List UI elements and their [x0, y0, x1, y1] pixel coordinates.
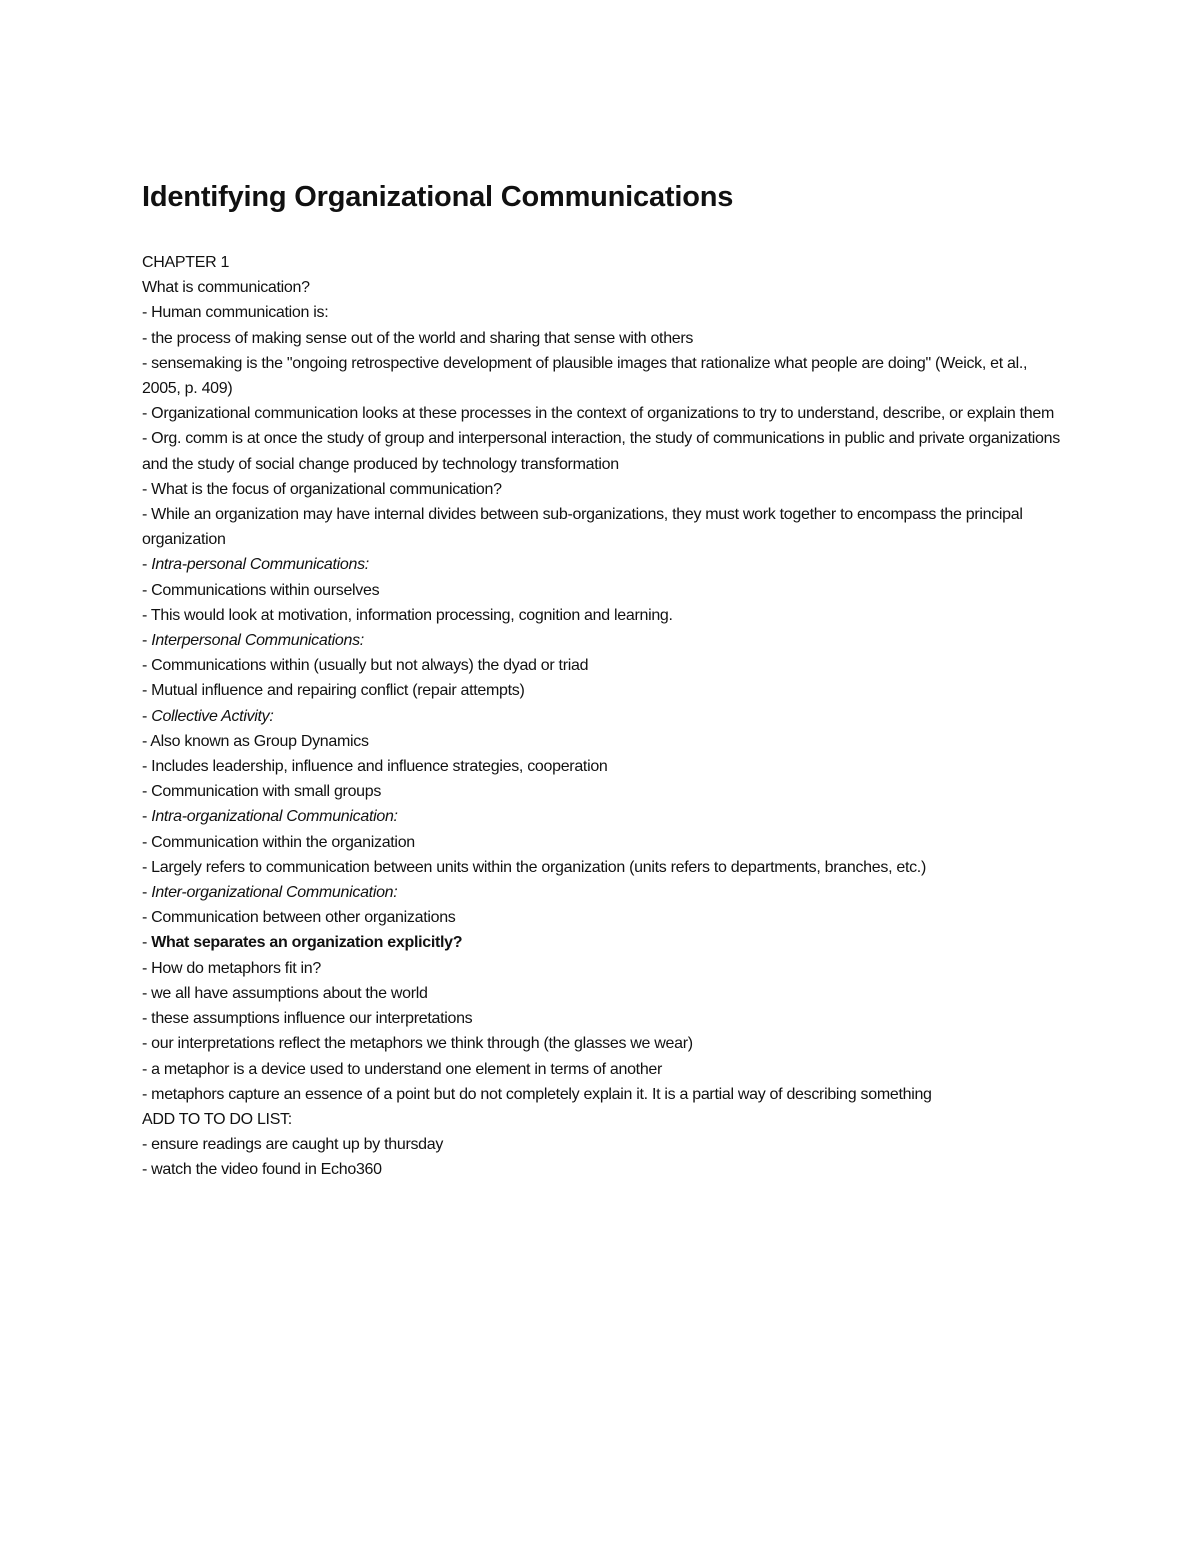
document-title: Identifying Organizational Communications — [142, 181, 734, 213]
note-line: - Includes leadership, influence and influence strategies, cooperation — [142, 758, 608, 776]
bold-question-line — [142, 930, 1062, 955]
note-line: - we all have assumptions about the world — [142, 984, 428, 1002]
note-line: - a metaphor is a device used to understand one element in terms of another — [142, 1060, 663, 1078]
section-heading-text: Inter-organizational Communication: — [151, 884, 398, 902]
note-line: - Communication between other organizations — [142, 909, 456, 927]
note-line: - This would look at motivation, information processing, cognition and learning. — [142, 606, 673, 624]
section-heading-collective-activity — [142, 704, 1062, 729]
section-heading-text: Intra-personal Communications: — [151, 556, 369, 574]
section-heading-text: Intra-organizational Communication: — [151, 808, 398, 826]
chapter-heading: CHAPTER 1 — [142, 254, 230, 271]
section-heading-text: Collective Activity: — [151, 707, 274, 725]
bold-question-text: What separates an organization explicitly? — [151, 934, 463, 952]
note-line: - sensemaking is the "ongoing retrospective development of plausible images that rationalize what people are doing" (Weick, et al., 2005, p. 409) — [142, 354, 1028, 398]
document-body — [142, 250, 1062, 1183]
note-line: - Communication with small groups — [142, 783, 382, 801]
dash-prefix: - — [142, 707, 152, 725]
dash-prefix: - — [142, 884, 152, 902]
note-line: - these assumptions influence our interpretations — [142, 1010, 473, 1028]
note-line: - Organizational communication looks at these processes in the context of organizations to try to understand, describe, or explain them — [142, 405, 1055, 423]
note-line: - Org. comm is at once the study of group and interpersonal interaction, the study of communications in public and private organizations and the study of social change produced by technology transformation — [142, 430, 1060, 473]
section-heading-interpersonal — [142, 628, 1062, 653]
note-line: - the process of making sense out of the world and sharing that sense with others — [142, 329, 694, 347]
note-line: - Communications within (usually but not always) the dyad or triad — [142, 657, 589, 675]
dash-prefix: - — [142, 934, 152, 952]
note-line: - Largely refers to communication between units within the organization (units refers to departments, branches, etc.) — [142, 858, 926, 876]
note-line: - What is the focus of organizational communication? — [142, 480, 502, 498]
dash-prefix: - — [142, 556, 152, 574]
section-heading-intra-personal — [142, 552, 1062, 577]
note-line: - Communications within ourselves — [142, 581, 380, 599]
note-line: - How do metaphors fit in? — [142, 959, 321, 977]
question-line: What is communication? — [142, 279, 310, 297]
todo-item: - watch the video found in Echo360 — [142, 1161, 382, 1179]
note-line: - metaphors capture an essence of a point but do not completely explain it. It is a partial way of describing something — [142, 1085, 932, 1103]
todo-item: - ensure readings are caught up by thursday — [142, 1136, 444, 1154]
dash-prefix: - — [142, 632, 152, 650]
note-line: - our interpretations reflect the metaphors we think through (the glasses we wear) — [142, 1035, 693, 1053]
note-line: - Also known as Group Dynamics — [142, 732, 369, 750]
note-line: - Communication within the organization — [142, 833, 415, 851]
note-line: - Mutual influence and repairing conflict (repair attempts) — [142, 682, 525, 700]
section-heading-intra-organizational — [142, 804, 1062, 829]
section-heading-inter-organizational — [142, 880, 1062, 905]
dash-prefix: - — [142, 808, 152, 826]
note-line: - Human communication is: — [142, 304, 329, 322]
document-page — [142, 178, 1062, 1183]
note-line: - While an organization may have internal divides between sub-organizations, they must work together to encompass the principal organization — [142, 506, 1023, 549]
section-heading-text: Interpersonal Communications: — [151, 632, 364, 650]
todo-heading: ADD TO TO DO LIST: — [142, 1110, 292, 1128]
